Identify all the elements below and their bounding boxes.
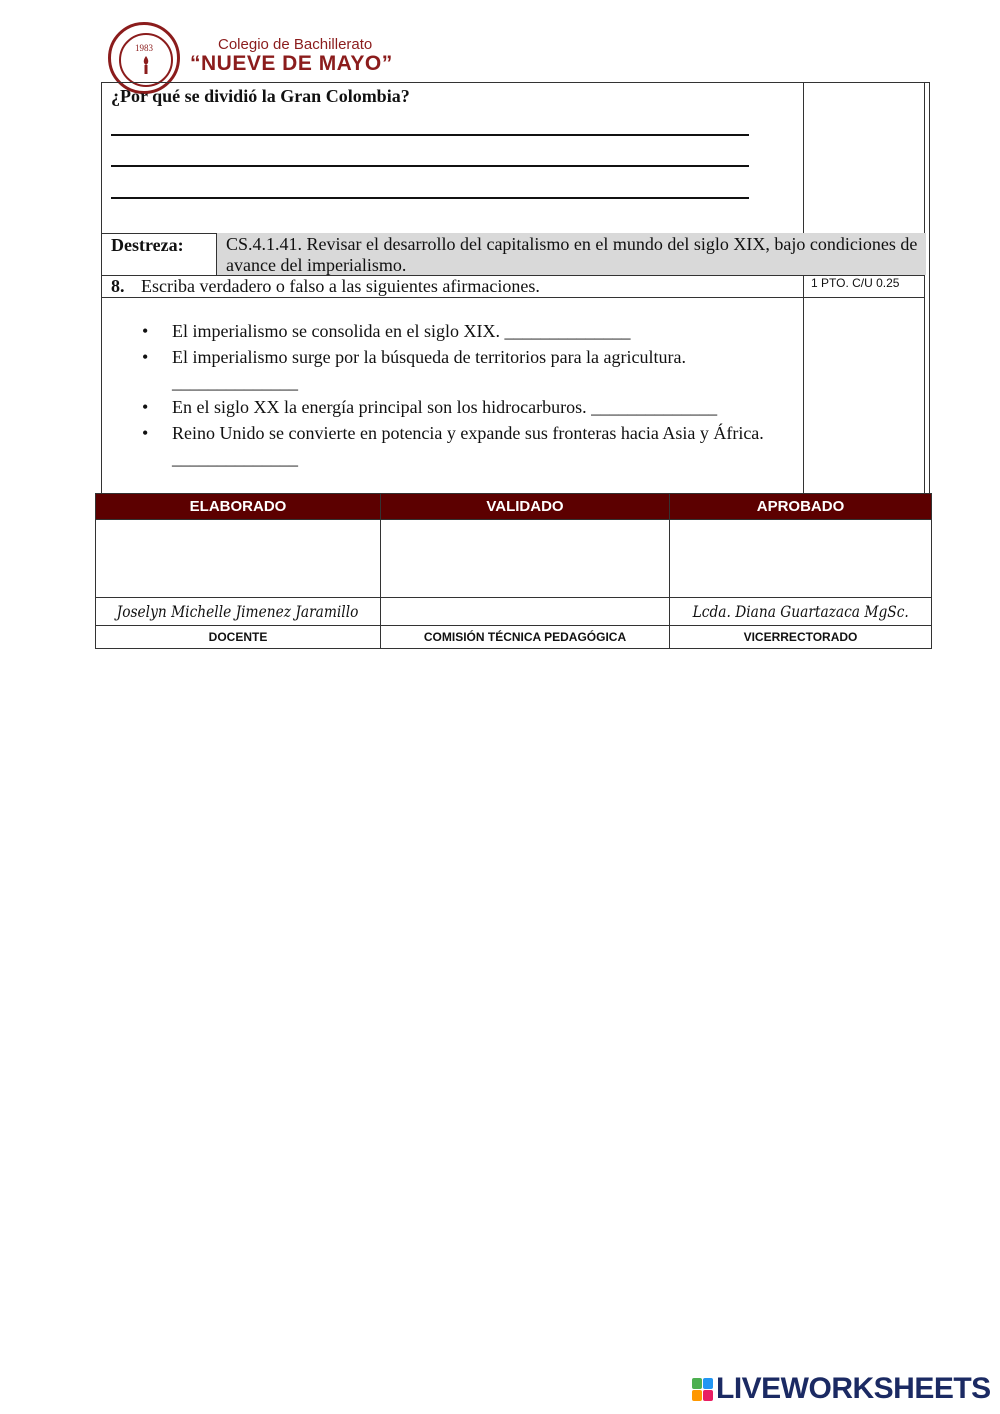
signer-name-vicerrectorado: Lcda. Diana Guartazaca MgSc. bbox=[670, 598, 932, 626]
torch-icon bbox=[139, 55, 153, 75]
signer-name-comision bbox=[381, 598, 670, 626]
question-block bbox=[101, 82, 930, 494]
list-item[interactable]: • El imperialismo se consolida en el siglo XIX. ______________ bbox=[142, 321, 631, 341]
question-number: 8. bbox=[111, 276, 125, 296]
answer-line[interactable] bbox=[111, 165, 749, 167]
answer-line[interactable] bbox=[111, 134, 749, 136]
signer-name-docente: Joselyn Michelle Jimenez Jaramillo bbox=[96, 598, 381, 626]
destreza-row bbox=[102, 233, 926, 275]
school-subtitle: Colegio de Bachillerato bbox=[218, 36, 373, 53]
role-comision: COMISIÓN TÉCNICA PEDAGÓGICA bbox=[381, 626, 670, 649]
list-item[interactable]: • En el siglo XX la energía principal son los hidrocarburos. ______________ bbox=[142, 397, 718, 417]
answer-line[interactable] bbox=[111, 197, 749, 199]
header-validado: VALIDADO bbox=[381, 494, 670, 520]
destreza-text: CS.4.1.41. Revisar el desarrollo del capitalismo en el mundo del siglo XIX, bajo condiciones de avance del imperialismo. bbox=[216, 233, 926, 275]
statement-list bbox=[142, 319, 792, 471]
destreza-label: Destreza: bbox=[111, 235, 184, 255]
question-prompt: ¿Por qué se dividió la Gran Colombia? bbox=[111, 86, 410, 106]
question-instruction: Escriba verdadero o falso a las siguientes afirmaciones. bbox=[141, 276, 540, 296]
signature-table bbox=[95, 493, 932, 649]
list-item[interactable]: • El imperialismo surge por la búsqueda de territorios para la agricultura. ______________ bbox=[142, 347, 687, 392]
school-name: “NUEVE DE MAYO” bbox=[190, 52, 393, 75]
list-item[interactable]: • Reino Unido se convierte en potencia y expande sus fronteras hacia Asia y África. ______________ bbox=[142, 423, 764, 468]
header-aprobado: APROBADO bbox=[670, 494, 932, 520]
role-docente: DOCENTE bbox=[96, 626, 381, 649]
role-vicerrectorado: VICERRECTORADO bbox=[670, 626, 932, 649]
signature-box bbox=[381, 520, 670, 598]
brand-grid-icon bbox=[692, 1378, 714, 1402]
points-label: 1 PTO. C/U 0.25 bbox=[811, 276, 900, 290]
signature-box bbox=[670, 520, 932, 598]
signature-box bbox=[96, 520, 381, 598]
seal-year: 1983 bbox=[135, 43, 153, 53]
brand-name: LIVEWORKSHEETS bbox=[716, 1372, 991, 1405]
header-elaborado: ELABORADO bbox=[96, 494, 381, 520]
